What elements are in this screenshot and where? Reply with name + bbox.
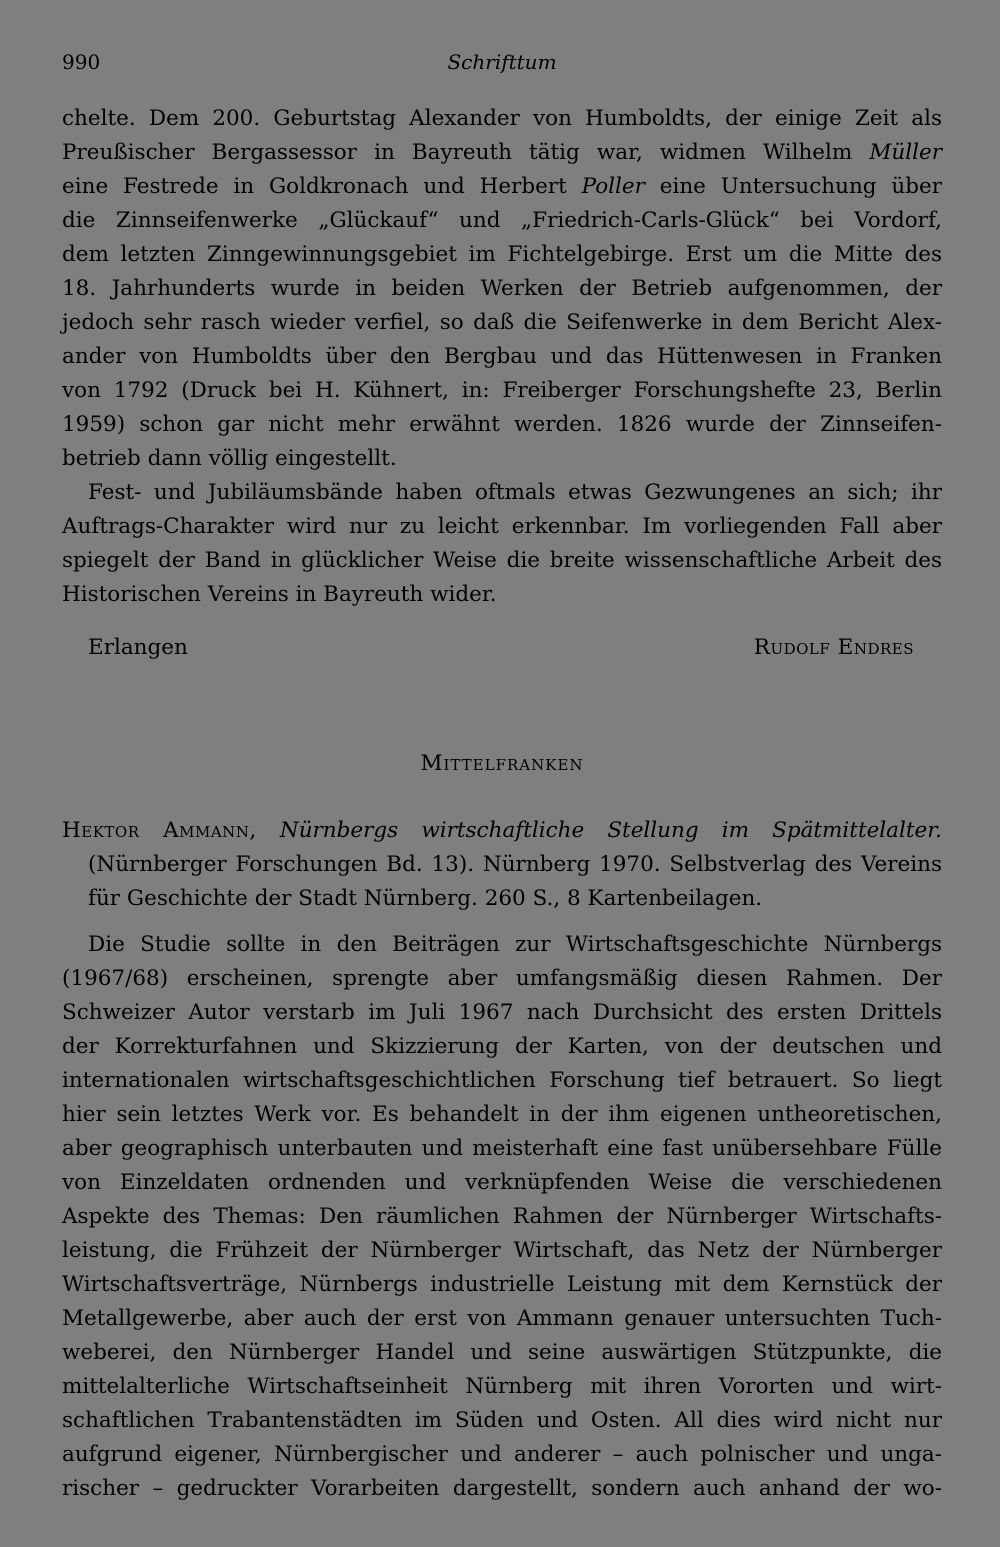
text-line: Schweizer Autor verstarb im Juli 1967 nach Durchsicht des ersten Drittels [62,1000,942,1025]
text-line: betrieb dann völlig eingestellt. [62,446,397,471]
review-signoff [88,632,914,664]
text-line: internationalen wirtschaftsgeschichtlichen Forschung tief betrauert. So liegt [62,1068,942,1093]
page-number: 990 [62,50,101,74]
text-line: schaftlichen Trabantenstädten im Süden und Osten. All dies wird nicht nur [62,1408,942,1433]
text-line: aber geographisch unterbauten und meisterhaft eine fast unübersehbare Fülle [62,1136,942,1161]
reviewer-name: Rudolf Endres [753,635,914,660]
text-line: aufgrund eigener, Nürnbergischer und anderer – auch polnischer und unga- [62,1442,942,1467]
page-header [62,50,942,80]
text-line: (1967/68) erscheinen, sprengte aber umfangsmäßig diesen Rahmen. Der [62,966,942,991]
text-line: von 1792 (Druck bei H. Kühnert, in: Freiberger Forschungshefte 23, Berlin [62,378,942,403]
text-line: chelte. Dem 200. Geburtstag Alexander von Humboldts, der einige Zeit als [62,106,942,131]
running-title: Schrifttum [447,50,557,74]
text-line: die Zinnseifenwerke „Glückauf“ und „Friedrich-Carls-Glück“ bei Vordorf, [62,208,942,233]
text-line: Auftrags-Charakter wird nur zu leicht erkennbar. Im vorliegenden Fall aber [62,514,942,539]
text-line: Historischen Vereins in Bayreuth wider. [62,582,497,607]
text-line: hier sein letztes Werk vor. Es behandelt in der ihm eigenen untheoretischen, [62,1102,942,1127]
citation-author: Hektor Ammann, [62,818,257,843]
text-line: dem letzten Zinngewinnungsgebiet im Fichtelgebirge. Erst um die Mitte des [62,242,942,267]
text-line [62,137,942,169]
text-line: Wirtschaftsverträge, Nürnbergs industrielle Leistung mit dem Kernstück der [62,1272,942,1297]
person-name: Poller [581,174,645,199]
citation-line: (Nürnberger Forschungen Bd. 13). Nürnberg 1970. Selbstverlag des Vereins [88,852,942,877]
text-line: 18. Jahrhunderts wurde in beiden Werken der Betrieb aufgenommen, der [62,276,942,301]
text-line: spiegelt der Band in glücklicher Weise die breite wissenschaftliche Arbeit des [62,548,942,573]
text-line: weberei, den Nürnberger Handel und seine auswärtigen Stützpunkte, die [62,1340,942,1365]
text-line: Metallgewerbe, aber auch der erst von Ammann genauer untersuchten Tuch- [62,1306,942,1331]
text-segment: Preußischer Bergassessor in Bayreuth tätig war, widmen Wilhelm [62,140,853,165]
person-name: Müller [869,140,942,165]
text-line: Die Studie sollte in den Beiträgen zur Wirtschaftsgeschichte Nürnbergs [88,932,942,957]
citation-line [62,815,942,847]
text-line: jedoch sehr rasch wieder verfiel, so daß die Seifenwerke in dem Bericht Alex- [62,310,942,335]
citation-title: Nürnbergs wirtschaftliche Stellung im Spätmittelalter. [279,818,942,843]
text-line: rischer – gedruckter Vorarbeiten dargestellt, sondern auch anhand der wo- [62,1476,942,1501]
text-line: der Korrekturfahnen und Skizzierung der Karten, von der deutschen und [62,1034,942,1059]
text-line: ander von Humboldts über den Bergbau und das Hüttenwesen in Franken [62,344,942,369]
text-segment: eine Festrede in Goldkronach und Herbert [62,174,567,199]
text-line: Fest- und Jubiläumsbände haben oftmals etwas Gezwungenes an sich; ihr [88,480,942,505]
review-place: Erlangen [88,635,188,660]
text-line: leistung, die Frühzeit der Nürnberger Wirtschaft, das Netz der Nürnberger [62,1238,942,1263]
text-segment: eine Untersuchung über [659,174,942,199]
text-line: von Einzeldaten ordnenden und verknüpfenden Weise die verschiedenen [62,1170,942,1195]
text-line: 1959) schon gar nicht mehr erwähnt werden. 1826 wurde der Zinnseifen- [62,412,942,437]
text-line: mittelalterliche Wirtschaftseinheit Nürnberg mit ihren Vororten und wirt- [62,1374,942,1399]
citation-line: für Geschichte der Stadt Nürnberg. 260 S., 8 Kartenbeilagen. [88,886,763,911]
text-line: Aspekte des Themas: Den räumlichen Rahmen der Nürnberger Wirtschafts- [62,1204,942,1229]
text-line [62,171,942,203]
section-heading: Mittelfranken [420,751,584,776]
